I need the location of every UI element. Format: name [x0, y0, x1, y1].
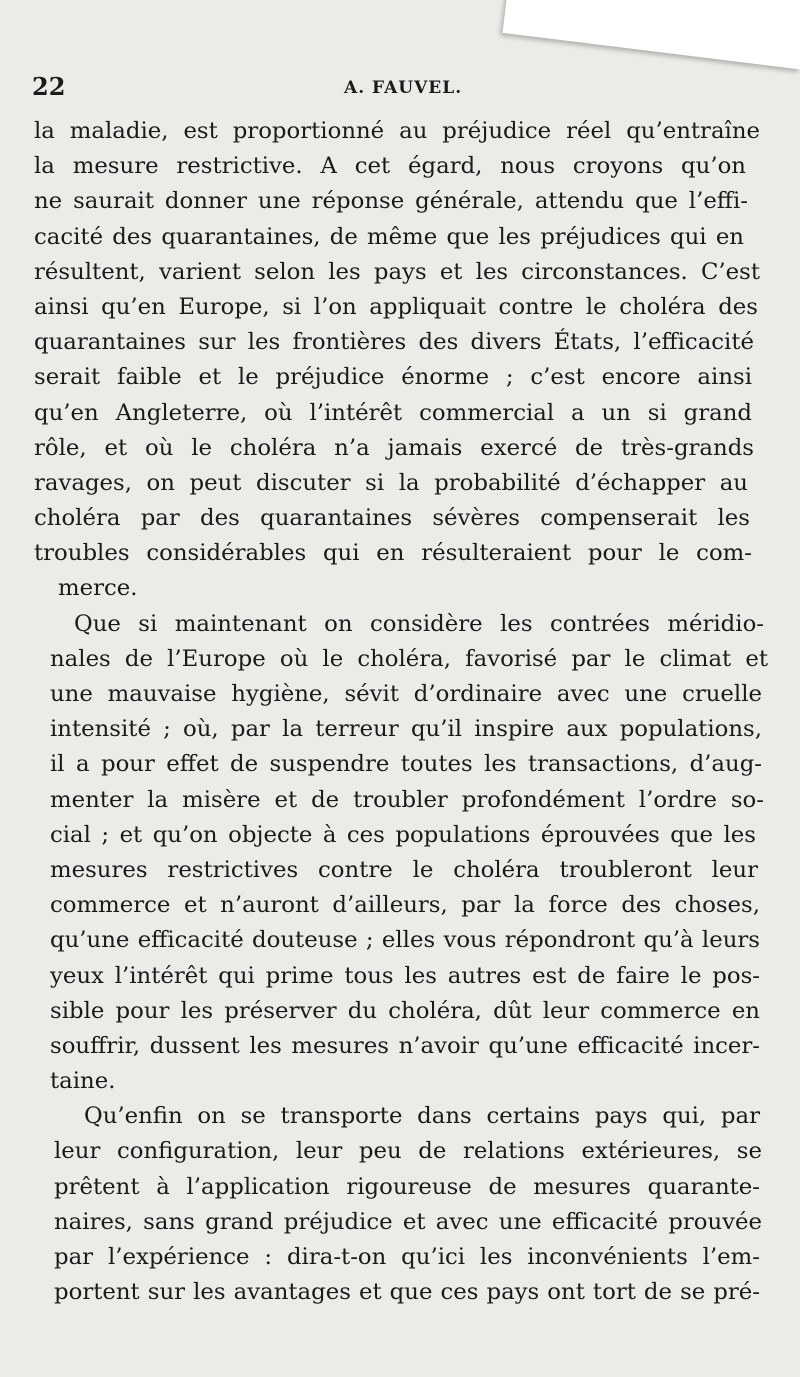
text-line: la mesure restrictive. A cet égard, nous croyons qu’on — [34, 153, 746, 180]
text-line: ne saurait donner une réponse générale, attendu que l’effi- — [34, 188, 748, 215]
text-line: portent sur les avantages et que ces pays ont tort de se pré- — [54, 1279, 760, 1306]
text-line: prêtent à l’application rigoureuse de mesures quarante- — [54, 1173, 760, 1200]
text-line: yeux l’intérêt qui prime tous les autres est de faire le pos- — [50, 962, 760, 989]
text-line: naires, sans grand préjudice et avec une efficacité prouvée — [54, 1208, 762, 1235]
running-head: A. FAUVEL. — [344, 78, 463, 98]
text-line: Que si maintenant on considère les contrées méridio- — [74, 610, 764, 637]
page-number: 22 — [32, 72, 66, 101]
text-line: choléra par des quarantaines sévères compenserait les — [34, 505, 750, 532]
text-line: la maladie, est proportionné au préjudice réel qu’entraîne — [34, 118, 760, 144]
text-line: leur configuration, leur peu de relations extérieures, se — [54, 1138, 762, 1165]
text-line: merce. — [58, 575, 138, 602]
text-line: Qu’enfin on se transporte dans certains pays qui, par — [84, 1103, 760, 1130]
body-text — [34, 114, 768, 1310]
torn-page-corner — [502, 0, 800, 69]
text-line: serait faible et le préjudice énorme ; c’est encore ainsi — [34, 364, 752, 391]
text-line: par l’expérience : dira-t-on qu’ici les inconvénients l’em- — [54, 1244, 760, 1270]
text-line: souffrir, dussent les mesures n’avoir qu’une efficacité incer- — [50, 1032, 760, 1059]
text-line: sible pour les préserver du choléra, dût leur commerce en — [50, 997, 760, 1024]
text-line: mesures restrictives contre le choléra troubleront leur — [50, 856, 758, 883]
text-line: cacité des quarantaines, de même que les préjudices qui en — [34, 223, 744, 250]
text-line: qu’en Angleterre, où l’intérêt commercial a un si grand — [34, 399, 752, 426]
text-line: menter la misère et de troubler profondément l’ordre so- — [50, 786, 764, 813]
text-line: ravages, on peut discuter si la probabilité d’échapper au — [34, 469, 748, 496]
text-line: nales de l’Europe où le choléra, favorisé par le climat et — [50, 645, 768, 672]
text-line: taine. — [50, 1068, 116, 1095]
text-line: il a pour effet de suspendre toutes les transactions, d’aug- — [50, 751, 762, 778]
text-line: troubles considérables qui en résulteraient pour le com- — [34, 540, 752, 567]
text-line: intensité ; où, par la terreur qu’il inspire aux populations, — [50, 716, 762, 743]
text-line: qu’une efficacité douteuse ; elles vous répondront qu’à leurs — [50, 927, 760, 954]
text-line: quarantaines sur les frontières des divers États, l’efficacité — [34, 329, 754, 356]
text-line: ainsi qu’en Europe, si l’on appliquait contre le choléra des — [34, 293, 758, 320]
page-header — [32, 72, 762, 106]
text-line: rôle, et où le choléra n’a jamais exercé de très-grands — [34, 434, 754, 461]
text-line: commerce et n’auront d’ailleurs, par la force des choses, — [50, 892, 760, 919]
text-line: une mauvaise hygiène, sévit d’ordinaire avec une cruelle — [50, 681, 762, 707]
text-line: cial ; et qu’on objecte à ces populations éprouvées que les — [50, 821, 756, 848]
text-line: résultent, varient selon les pays et les circonstances. C’est — [34, 258, 760, 285]
